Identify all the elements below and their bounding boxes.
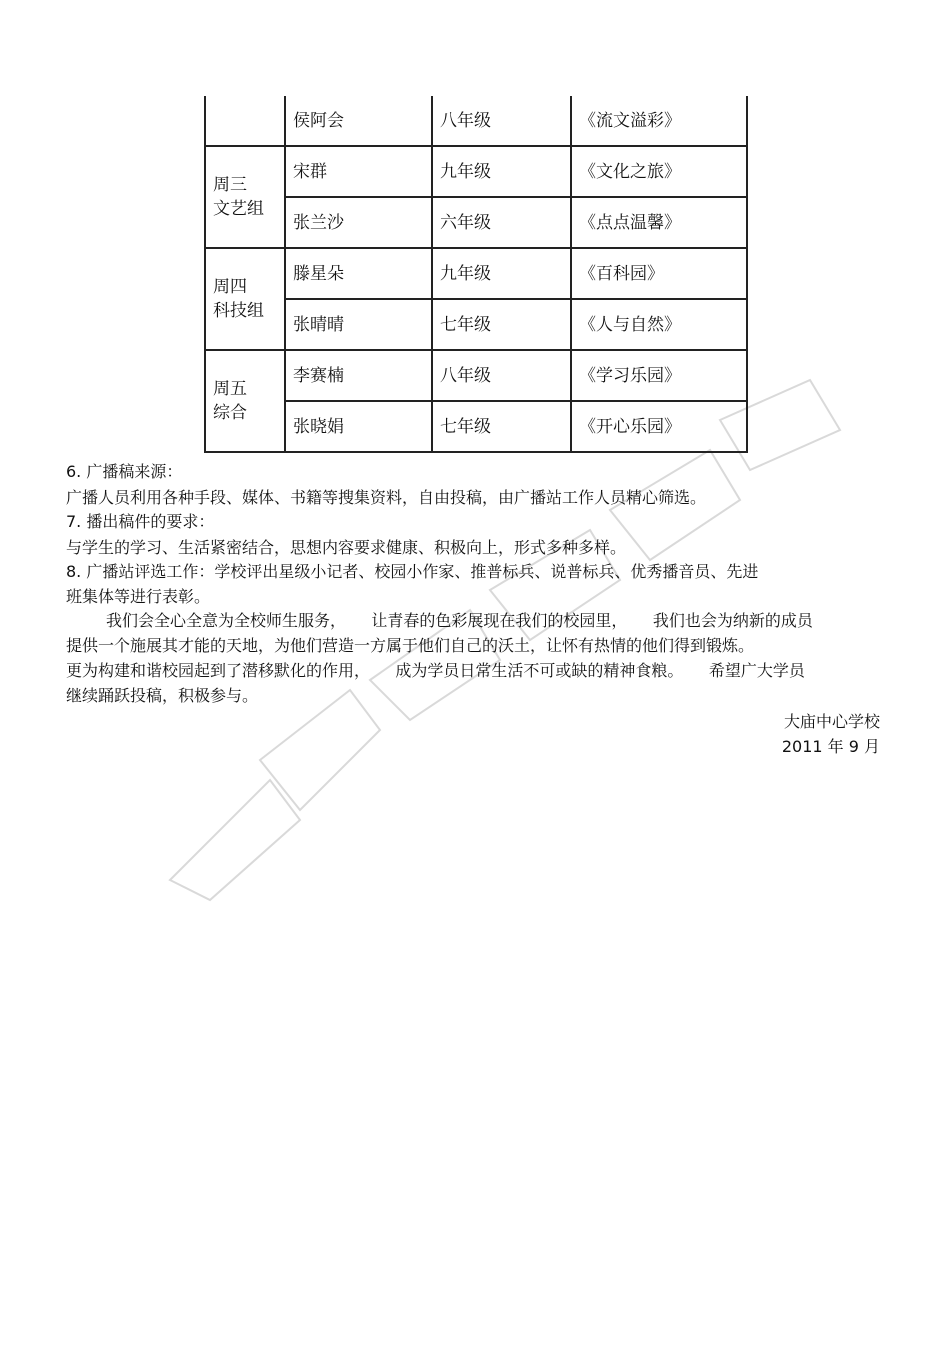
name-cell: 李赛楠 (285, 350, 432, 401)
closing-paragraph-line-4: 继续踊跃投稿，积极参与。 (66, 686, 259, 705)
column-cell: 《学习乐园》 (571, 350, 747, 401)
name-cell: 张兰沙 (285, 197, 432, 248)
section-7-title: 7. 播出稿件的要求： (66, 512, 215, 531)
grade-cell: 八年级 (432, 96, 571, 146)
name-cell: 张晴晴 (285, 299, 432, 350)
group-cell-wednesday (205, 146, 285, 248)
group-cell (205, 96, 285, 146)
section-7-text: 与学生的学习、生活紧密结合，思想内容要求健康、积极向上，形式多种多样。 (66, 538, 627, 557)
grade-cell: 九年级 (432, 248, 571, 299)
group-day: 周四 (213, 277, 247, 297)
section-6-text: 广播人员利用各种手段、媒体、书籍等搜集资料，自由投稿，由广播站工作人员精心筛选。 (66, 488, 707, 507)
table-row (205, 299, 747, 350)
table-row (205, 96, 747, 146)
closing-paragraph-line-2: 提供一个施展其才能的天地，为他们营造一方属于他们自己的沃土，让怀有热情的他们得到锻炼。 (66, 636, 755, 655)
column-cell: 《百科园》 (571, 248, 747, 299)
closing-paragraph-line-1: 我们会全心全意为全校师生服务， 让青春的色彩展现在我们的校园里， 我们也会为纳新的成员 (106, 611, 813, 630)
column-cell: 《开心乐园》 (571, 401, 747, 452)
table-row (205, 197, 747, 248)
group-type: 文艺组 (213, 199, 264, 219)
name-cell: 宋群 (285, 146, 432, 197)
grade-cell: 九年级 (432, 146, 571, 197)
group-type: 综合 (213, 403, 247, 423)
grade-cell: 六年级 (432, 197, 571, 248)
broadcast-schedule-table (204, 96, 748, 453)
grade-cell: 七年级 (432, 401, 571, 452)
column-cell: 《点点温馨》 (571, 197, 747, 248)
group-cell-friday (205, 350, 285, 452)
signature-org: 大庙中心学校 (783, 712, 880, 731)
section-8-line-2: 班集体等进行表彰。 (66, 587, 211, 606)
column-cell: 《文化之旅》 (571, 146, 747, 197)
grade-cell: 八年级 (432, 350, 571, 401)
group-day: 周三 (213, 175, 247, 195)
signature-date: 2011 年 9 月 (781, 737, 880, 756)
name-cell: 滕星朵 (285, 248, 432, 299)
table-row (205, 248, 747, 299)
name-cell: 张晓娟 (285, 401, 432, 452)
table-row (205, 401, 747, 452)
group-day: 周五 (213, 379, 247, 399)
section-8-line-1: 8. 广播站评选工作：学校评出星级小记者、校园小作家、推普标兵、说普标兵、优秀播音员、先进 (66, 562, 759, 581)
name-cell: 侯阿会 (285, 96, 432, 146)
table-row (205, 350, 747, 401)
closing-paragraph-line-3: 更为构建和谐校园起到了潜移默化的作用， 成为学员日常生活不可或缺的精神食粮。 希望广大学员 (66, 661, 805, 680)
group-type: 科技组 (213, 301, 264, 321)
column-cell: 《流文溢彩》 (571, 96, 747, 146)
group-cell-thursday (205, 248, 285, 350)
section-6-title: 6. 广播稿来源： (66, 462, 183, 481)
grade-cell: 七年级 (432, 299, 571, 350)
column-cell: 《人与自然》 (571, 299, 747, 350)
table-row (205, 146, 747, 197)
